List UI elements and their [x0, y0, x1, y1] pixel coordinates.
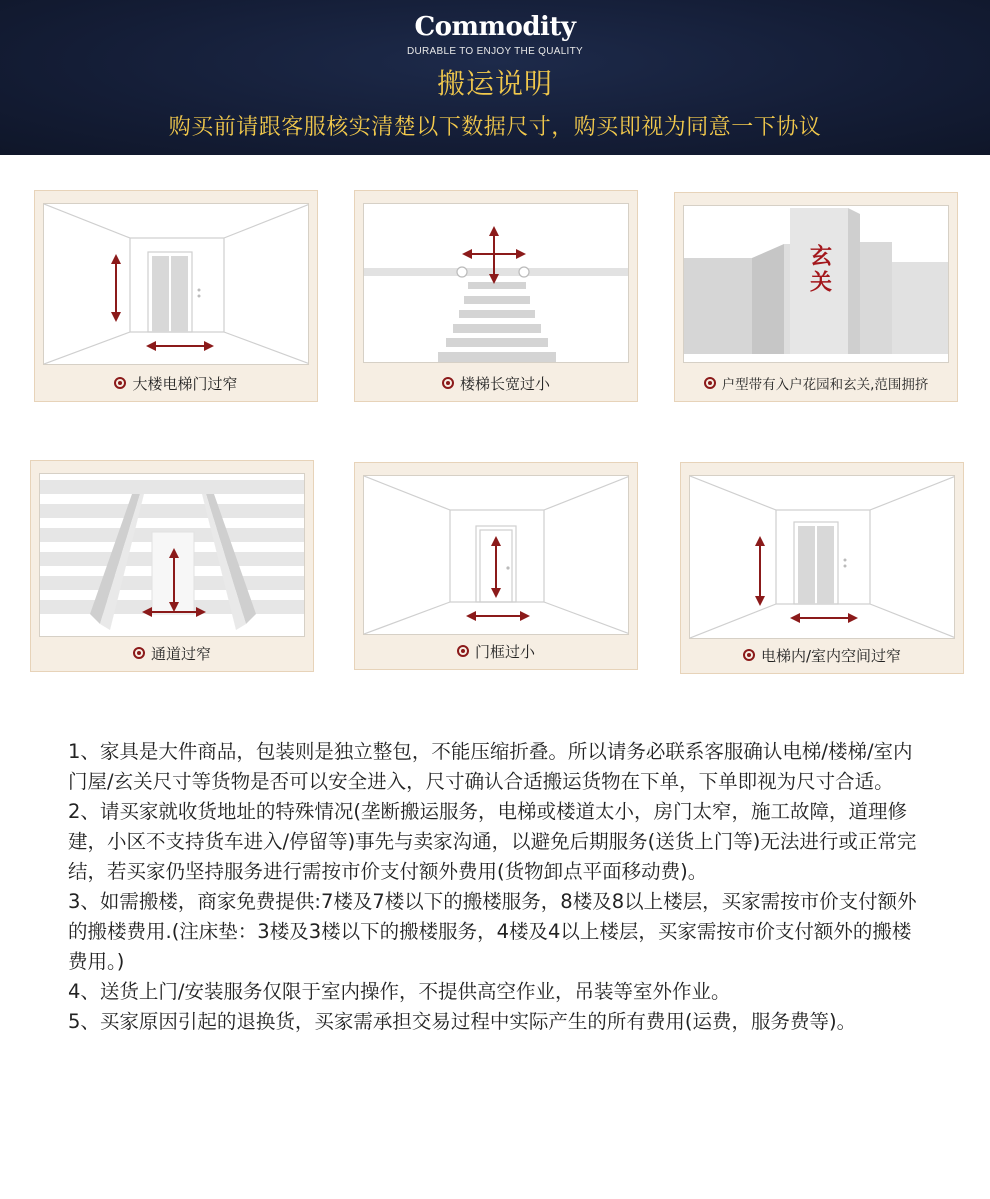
bullet-icon — [704, 377, 716, 389]
bullet-icon — [133, 647, 145, 659]
foyer-icon — [684, 206, 949, 362]
brand-logo: Commodity — [414, 12, 576, 42]
foyer-sign: 玄关 — [806, 244, 832, 296]
header-banner — [0, 0, 990, 155]
bullet-icon — [743, 649, 755, 661]
note-paragraph: 3、如需搬楼，商家免费提供:7楼及7楼以下的搬楼服务，8楼及8以上楼层，买家需按市价支付额外的搬楼费用.(注床垫：3楼及3楼以下的搬楼服务，4楼及4以上楼层，买家需按市价支付额外的搬楼费用。) — [68, 890, 917, 973]
staircase-icon — [364, 204, 629, 362]
card-caption: 楼梯长宽过小 — [355, 365, 637, 401]
bullet-icon — [114, 377, 126, 389]
card-caption: 电梯内/室内空间过窄 — [681, 637, 963, 673]
note-paragraph: 4、送货上门/安装服务仅限于室内操作，不提供高空作业，吊装等室外作业。 — [68, 980, 731, 1003]
corridor-icon — [40, 474, 305, 636]
note-paragraph: 5、买家原因引起的退换货，买家需承担交易过程中实际产生的所有费用(运费，服务费等)。 — [68, 1010, 857, 1033]
card-elevator-door — [34, 190, 318, 402]
card-caption: 大楼电梯门过窄 — [35, 365, 317, 401]
card-staircase — [354, 190, 638, 402]
card-foyer — [674, 192, 958, 402]
bullet-icon — [457, 645, 469, 657]
note-paragraph: 2、请买家就收货地址的特殊情况(垄断搬运服务，电梯或楼道太小，房门太窄，施工故障，道理修建，小区不支持货车进入/停留等)事先与卖家沟通，以避免后期服务(送货上门等)无法进行或正常完结，若买家仍坚持服务进行需按市价支付额外费用(货物卸点平面移动费)。 — [68, 800, 917, 883]
page-subtitle: 购买前请跟客服核实清楚以下数据尺寸，购买即视为同意一下协议 — [168, 115, 822, 140]
page-title: 搬运说明 — [436, 67, 553, 100]
elevator-door-icon — [44, 204, 309, 364]
notes-section — [68, 737, 928, 1037]
door-frame-icon — [364, 476, 629, 634]
brand-tagline: DURABLE TO ENJOY THE QUALITY — [406, 46, 584, 57]
card-elevator-interior — [680, 462, 964, 674]
note-paragraph: 1、家具是大件商品，包装则是独立整包，不能压缩折叠。所以请务必联系客服确认电梯/楼梯/室内门屋/玄关尺寸等货物是否可以安全进入，尺寸确认合适搬运货物在下单，下单即视为尺寸合适。 — [68, 740, 913, 793]
card-corridor — [30, 460, 314, 672]
card-caption: 通道过窄 — [31, 635, 313, 671]
card-door-frame — [354, 462, 638, 670]
bullet-icon — [442, 377, 454, 389]
card-caption: 户型带有入户花园和玄关,范围拥挤 — [675, 365, 957, 401]
elevator-interior-icon — [690, 476, 955, 638]
card-caption: 门框过小 — [355, 633, 637, 669]
